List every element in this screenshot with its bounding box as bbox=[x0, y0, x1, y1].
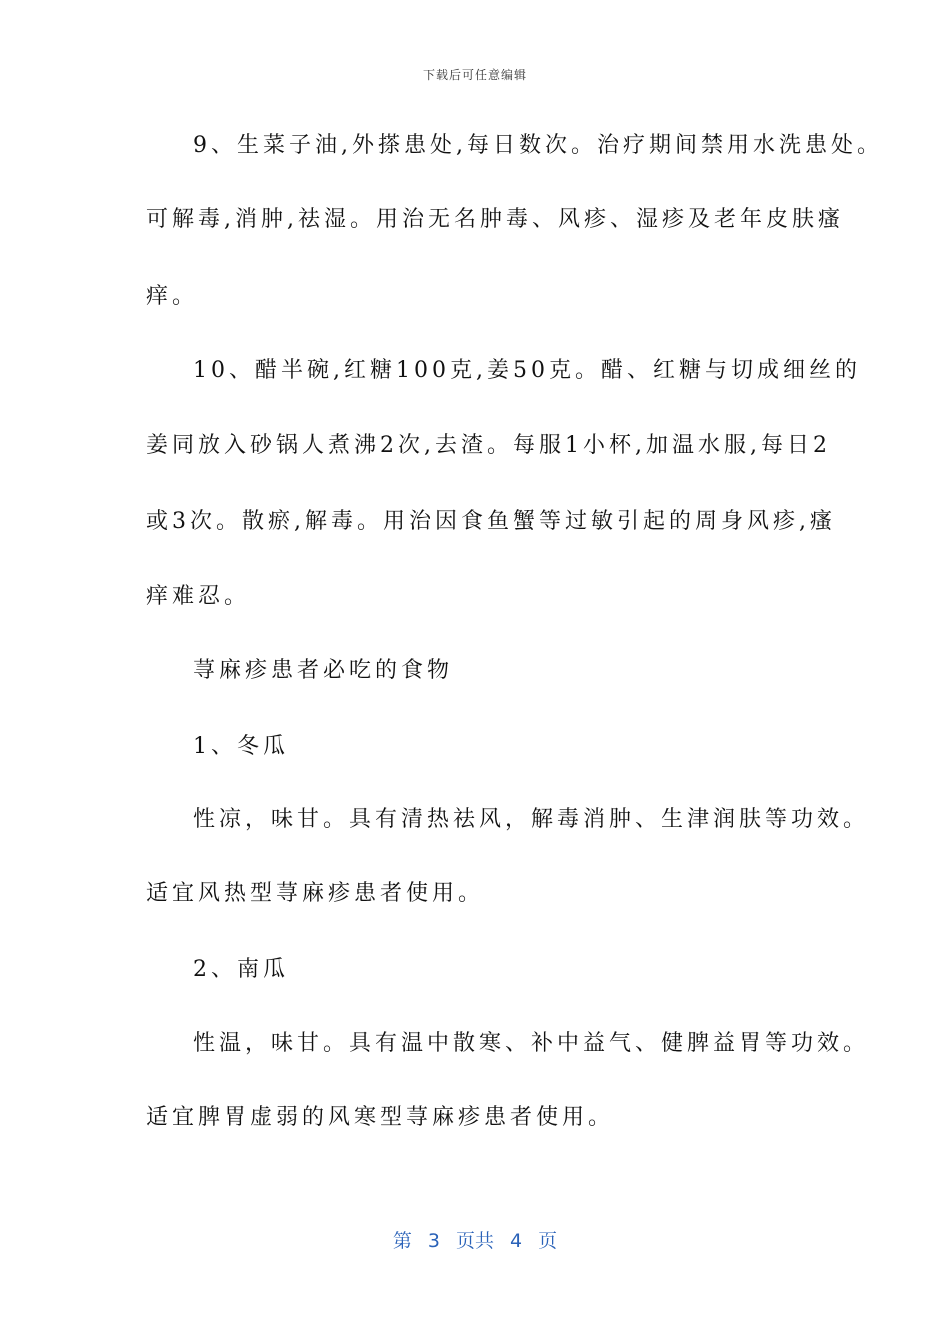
paragraph-line: 适宜脾胃虚弱的风寒型荨麻疹患者使用。 bbox=[146, 1105, 615, 1130]
food-item-title-winter-melon: 1、冬瓜 bbox=[193, 734, 289, 759]
paragraph-line: 适宜风热型荨麻疹患者使用。 bbox=[146, 881, 485, 906]
page-header: 下载后可任意编辑 bbox=[422, 68, 527, 82]
paragraph-line: 痒难忍。 bbox=[146, 584, 251, 609]
total-page-number: 4 bbox=[510, 1230, 523, 1252]
paragraph-line: 痒。 bbox=[146, 284, 199, 309]
section-heading: 荨麻疹患者必吃的食物 bbox=[193, 658, 454, 683]
paragraph-line-remedy-10: 10、醋半碗,红糖100克,姜50克。醋、红糖与切成细丝的 bbox=[193, 358, 861, 383]
page-footer bbox=[0, 1226, 950, 1253]
paragraph-line: 性凉，味甘。具有清热祛风，解毒消肿、生津润肤等功效。 bbox=[193, 807, 870, 832]
paragraph-line: 姜同放入砂锅人煮沸2次,去渣。每服1小杯,加温水服,每日2 bbox=[146, 433, 831, 458]
footer-middle: 页共 bbox=[455, 1230, 494, 1252]
paragraph-line-remedy-9: 9、生菜子油,外搽患处,每日数次。治疗期间禁用水洗患处。 bbox=[193, 133, 883, 158]
current-page-number: 3 bbox=[427, 1230, 440, 1252]
footer-prefix: 第 bbox=[392, 1230, 412, 1252]
food-item-title-pumpkin: 2、南瓜 bbox=[193, 957, 289, 982]
paragraph-line: 性温，味甘。具有温中散寒、补中益气、健脾益胃等功效。 bbox=[193, 1031, 870, 1056]
footer-suffix: 页 bbox=[538, 1230, 558, 1252]
paragraph-line: 或3次。散瘀,解毒。用治因食鱼蟹等过敏引起的周身风疹,瘙 bbox=[146, 509, 836, 534]
paragraph-line: 可解毒,消肿,祛湿。用治无名肿毒、风疹、湿疹及老年皮肤瘙 bbox=[146, 207, 844, 232]
